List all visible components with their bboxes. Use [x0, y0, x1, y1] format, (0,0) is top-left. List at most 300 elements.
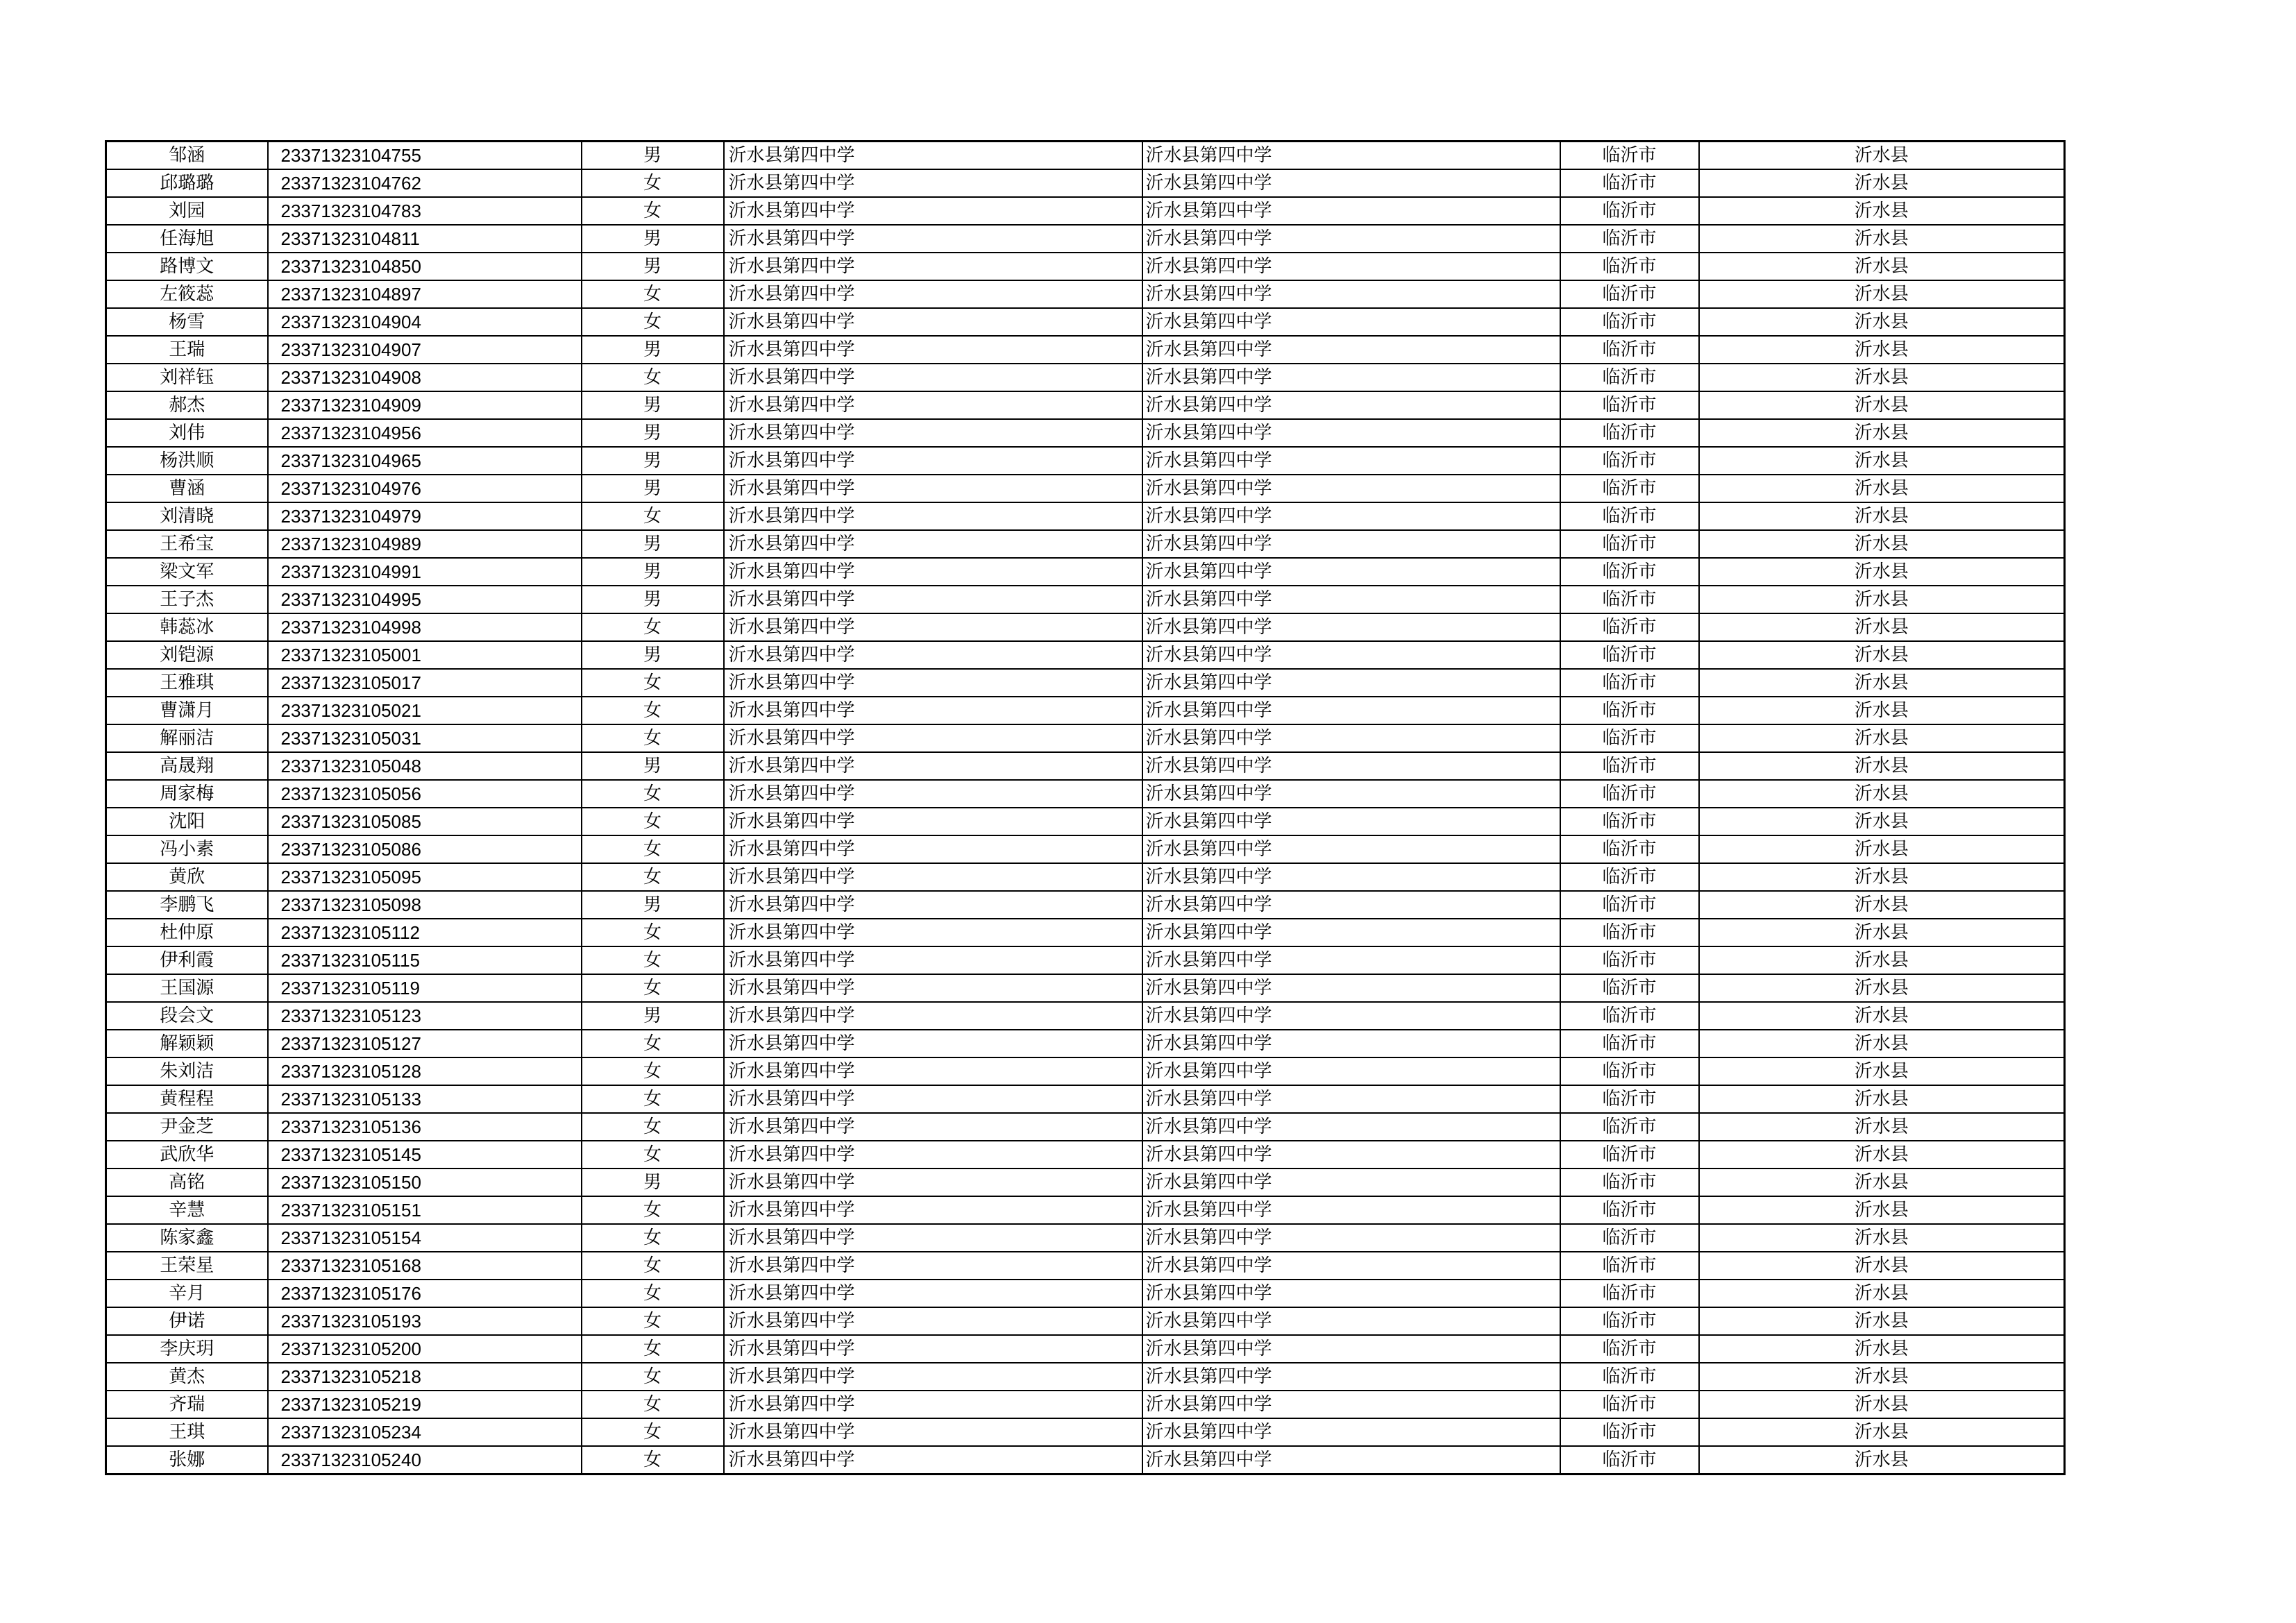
city-cell: 临沂市	[1560, 1141, 1699, 1169]
table-row	[106, 225, 2065, 253]
gender-cell: 男	[582, 1002, 724, 1030]
county-cell: 沂水县	[1699, 1280, 2065, 1307]
exam-site-cell: 沂水县第四中学	[1142, 530, 1560, 558]
gender-cell: 女	[582, 946, 724, 974]
county-cell: 沂水县	[1699, 919, 2065, 946]
student-name-cell: 王荣星	[106, 1252, 268, 1280]
city-cell: 临沂市	[1560, 169, 1699, 197]
exam-site-cell: 沂水县第四中学	[1142, 1085, 1560, 1113]
gender-cell: 男	[582, 586, 724, 613]
student-name-cell: 黄欣	[106, 863, 268, 891]
student-name-cell: 王子杰	[106, 586, 268, 613]
city-cell: 临沂市	[1560, 1418, 1699, 1446]
exam-site-cell: 沂水县第四中学	[1142, 336, 1560, 364]
table-row	[106, 253, 2065, 280]
student-name-cell: 王琪	[106, 1418, 268, 1446]
student-name-cell: 梁文军	[106, 558, 268, 586]
gender-cell: 女	[582, 169, 724, 197]
exam-number-cell: 23371323104897	[268, 280, 582, 308]
county-cell: 沂水县	[1699, 419, 2065, 447]
exam-site-cell: 沂水县第四中学	[1142, 1335, 1560, 1363]
student-name-cell: 黄程程	[106, 1085, 268, 1113]
gender-cell: 女	[582, 974, 724, 1002]
exam-number-cell: 23371323105176	[268, 1280, 582, 1307]
table-row	[106, 1030, 2065, 1057]
school-cell: 沂水县第四中学	[724, 724, 1142, 752]
student-name-cell: 伊利霞	[106, 946, 268, 974]
table-row	[106, 724, 2065, 752]
city-cell: 临沂市	[1560, 1307, 1699, 1335]
school-cell: 沂水县第四中学	[724, 1252, 1142, 1280]
gender-cell: 女	[582, 364, 724, 391]
gender-cell: 女	[582, 1446, 724, 1475]
county-cell: 沂水县	[1699, 724, 2065, 752]
exam-site-cell: 沂水县第四中学	[1142, 197, 1560, 225]
table-row	[106, 280, 2065, 308]
exam-site-cell: 沂水县第四中学	[1142, 1391, 1560, 1418]
exam-site-cell: 沂水县第四中学	[1142, 502, 1560, 530]
exam-site-cell: 沂水县第四中学	[1142, 808, 1560, 835]
city-cell: 临沂市	[1560, 419, 1699, 447]
city-cell: 临沂市	[1560, 1280, 1699, 1307]
school-cell: 沂水县第四中学	[724, 419, 1142, 447]
city-cell: 临沂市	[1560, 1363, 1699, 1391]
gender-cell: 男	[582, 475, 724, 502]
gender-cell: 女	[582, 1196, 724, 1224]
city-cell: 临沂市	[1560, 946, 1699, 974]
table-row	[106, 391, 2065, 419]
school-cell: 沂水县第四中学	[724, 1085, 1142, 1113]
city-cell: 临沂市	[1560, 280, 1699, 308]
county-cell: 沂水县	[1699, 364, 2065, 391]
school-cell: 沂水县第四中学	[724, 1418, 1142, 1446]
city-cell: 临沂市	[1560, 225, 1699, 253]
exam-site-cell: 沂水县第四中学	[1142, 863, 1560, 891]
city-cell: 临沂市	[1560, 1085, 1699, 1113]
table-row	[106, 364, 2065, 391]
exam-site-cell: 沂水县第四中学	[1142, 613, 1560, 641]
city-cell: 临沂市	[1560, 1113, 1699, 1141]
exam-number-cell: 23371323105168	[268, 1252, 582, 1280]
exam-site-cell: 沂水县第四中学	[1142, 780, 1560, 808]
exam-site-cell: 沂水县第四中学	[1142, 1363, 1560, 1391]
school-cell: 沂水县第四中学	[724, 1446, 1142, 1475]
county-cell: 沂水县	[1699, 1418, 2065, 1446]
county-cell: 沂水县	[1699, 697, 2065, 724]
exam-site-cell: 沂水县第四中学	[1142, 1057, 1560, 1085]
exam-site-cell: 沂水县第四中学	[1142, 919, 1560, 946]
student-name-cell: 张娜	[106, 1446, 268, 1475]
exam-number-cell: 23371323105240	[268, 1446, 582, 1475]
exam-number-cell: 23371323105021	[268, 697, 582, 724]
exam-number-cell: 23371323105048	[268, 752, 582, 780]
exam-number-cell: 23371323105234	[268, 1418, 582, 1446]
county-cell: 沂水县	[1699, 1057, 2065, 1085]
student-name-cell: 陈家鑫	[106, 1224, 268, 1252]
county-cell: 沂水县	[1699, 669, 2065, 697]
exam-site-cell: 沂水县第四中学	[1142, 1196, 1560, 1224]
county-cell: 沂水县	[1699, 558, 2065, 586]
table-row	[106, 530, 2065, 558]
table-row	[106, 835, 2065, 863]
county-cell: 沂水县	[1699, 1363, 2065, 1391]
gender-cell: 男	[582, 225, 724, 253]
exam-number-cell: 23371323104904	[268, 308, 582, 336]
exam-number-cell: 23371323105145	[268, 1141, 582, 1169]
exam-number-cell: 23371323105219	[268, 1391, 582, 1418]
gender-cell: 女	[582, 1057, 724, 1085]
gender-cell: 女	[582, 835, 724, 863]
gender-cell: 女	[582, 1252, 724, 1280]
gender-cell: 女	[582, 197, 724, 225]
table-row	[106, 1252, 2065, 1280]
county-cell: 沂水县	[1699, 308, 2065, 336]
exam-number-cell: 23371323105115	[268, 946, 582, 974]
exam-site-cell: 沂水县第四中学	[1142, 1113, 1560, 1141]
city-cell: 临沂市	[1560, 724, 1699, 752]
student-name-cell: 解丽洁	[106, 724, 268, 752]
gender-cell: 男	[582, 1169, 724, 1196]
student-name-cell: 王国源	[106, 974, 268, 1002]
student-name-cell: 郝杰	[106, 391, 268, 419]
city-cell: 临沂市	[1560, 1391, 1699, 1418]
city-cell: 临沂市	[1560, 336, 1699, 364]
county-cell: 沂水县	[1699, 863, 2065, 891]
exam-number-cell: 23371323105001	[268, 641, 582, 669]
exam-site-cell: 沂水县第四中学	[1142, 225, 1560, 253]
school-cell: 沂水县第四中学	[724, 1113, 1142, 1141]
exam-number-cell: 23371323104811	[268, 225, 582, 253]
school-cell: 沂水县第四中学	[724, 641, 1142, 669]
school-cell: 沂水县第四中学	[724, 835, 1142, 863]
exam-site-cell: 沂水县第四中学	[1142, 364, 1560, 391]
city-cell: 临沂市	[1560, 1196, 1699, 1224]
county-cell: 沂水县	[1699, 752, 2065, 780]
table-row	[106, 863, 2065, 891]
school-cell: 沂水县第四中学	[724, 558, 1142, 586]
table-row	[106, 447, 2065, 475]
student-name-cell: 辛月	[106, 1280, 268, 1307]
exam-site-cell: 沂水县第四中学	[1142, 835, 1560, 863]
school-cell: 沂水县第四中学	[724, 308, 1142, 336]
gender-cell: 男	[582, 752, 724, 780]
exam-number-cell: 23371323105154	[268, 1224, 582, 1252]
county-cell: 沂水县	[1699, 1307, 2065, 1335]
exam-number-cell: 23371323104907	[268, 336, 582, 364]
exam-number-cell: 23371323105085	[268, 808, 582, 835]
table-row	[106, 419, 2065, 447]
school-cell: 沂水县第四中学	[724, 1335, 1142, 1363]
school-cell: 沂水县第四中学	[724, 1280, 1142, 1307]
exam-site-cell: 沂水县第四中学	[1142, 641, 1560, 669]
county-cell: 沂水县	[1699, 447, 2065, 475]
table-row	[106, 1057, 2065, 1085]
table-row	[106, 558, 2065, 586]
county-cell: 沂水县	[1699, 1224, 2065, 1252]
exam-number-cell: 23371323104908	[268, 364, 582, 391]
city-cell: 临沂市	[1560, 697, 1699, 724]
exam-number-cell: 23371323105095	[268, 863, 582, 891]
school-cell: 沂水县第四中学	[724, 1030, 1142, 1057]
gender-cell: 女	[582, 1141, 724, 1169]
student-name-cell: 尹金芝	[106, 1113, 268, 1141]
table-row	[106, 1307, 2065, 1335]
gender-cell: 女	[582, 1418, 724, 1446]
student-name-cell: 左筱蕊	[106, 280, 268, 308]
student-name-cell: 李庆玥	[106, 1335, 268, 1363]
exam-number-cell: 23371323104762	[268, 169, 582, 197]
city-cell: 临沂市	[1560, 752, 1699, 780]
student-name-cell: 邹涵	[106, 142, 268, 170]
city-cell: 临沂市	[1560, 142, 1699, 170]
city-cell: 临沂市	[1560, 364, 1699, 391]
gender-cell: 女	[582, 1363, 724, 1391]
gender-cell: 女	[582, 280, 724, 308]
school-cell: 沂水县第四中学	[724, 364, 1142, 391]
school-cell: 沂水县第四中学	[724, 336, 1142, 364]
table-row	[106, 1085, 2065, 1113]
school-cell: 沂水县第四中学	[724, 752, 1142, 780]
exam-site-cell: 沂水县第四中学	[1142, 1030, 1560, 1057]
table-row	[106, 1113, 2065, 1141]
city-cell: 临沂市	[1560, 808, 1699, 835]
city-cell: 临沂市	[1560, 475, 1699, 502]
exam-number-cell: 23371323105193	[268, 1307, 582, 1335]
school-cell: 沂水县第四中学	[724, 974, 1142, 1002]
exam-site-cell: 沂水县第四中学	[1142, 169, 1560, 197]
city-cell: 临沂市	[1560, 974, 1699, 1002]
exam-number-cell: 23371323104965	[268, 447, 582, 475]
county-cell: 沂水县	[1699, 1030, 2065, 1057]
gender-cell: 男	[582, 558, 724, 586]
student-name-cell: 高晟翔	[106, 752, 268, 780]
table-row	[106, 641, 2065, 669]
county-cell: 沂水县	[1699, 586, 2065, 613]
city-cell: 临沂市	[1560, 780, 1699, 808]
county-cell: 沂水县	[1699, 1113, 2065, 1141]
student-name-cell: 王雅琪	[106, 669, 268, 697]
student-name-cell: 曹潇月	[106, 697, 268, 724]
exam-number-cell: 23371323105017	[268, 669, 582, 697]
student-name-cell: 曹涵	[106, 475, 268, 502]
county-cell: 沂水县	[1699, 280, 2065, 308]
exam-site-cell: 沂水县第四中学	[1142, 1307, 1560, 1335]
school-cell: 沂水县第四中学	[724, 946, 1142, 974]
student-name-cell: 齐瑞	[106, 1391, 268, 1418]
county-cell: 沂水县	[1699, 946, 2065, 974]
school-cell: 沂水县第四中学	[724, 447, 1142, 475]
gender-cell: 女	[582, 724, 724, 752]
school-cell: 沂水县第四中学	[724, 613, 1142, 641]
exam-number-cell: 23371323104979	[268, 502, 582, 530]
gender-cell: 女	[582, 1113, 724, 1141]
table-row	[106, 1418, 2065, 1446]
table-row	[106, 752, 2065, 780]
city-cell: 临沂市	[1560, 835, 1699, 863]
county-cell: 沂水县	[1699, 1002, 2065, 1030]
city-cell: 临沂市	[1560, 502, 1699, 530]
student-name-cell: 刘伟	[106, 419, 268, 447]
exam-number-cell: 23371323104956	[268, 419, 582, 447]
school-cell: 沂水县第四中学	[724, 502, 1142, 530]
county-cell: 沂水县	[1699, 502, 2065, 530]
student-name-cell: 李鹏飞	[106, 891, 268, 919]
table-row	[106, 1363, 2065, 1391]
table-row	[106, 1280, 2065, 1307]
gender-cell: 男	[582, 142, 724, 170]
table-row	[106, 308, 2065, 336]
exam-number-cell: 23371323105112	[268, 919, 582, 946]
exam-number-cell: 23371323104976	[268, 475, 582, 502]
student-name-cell: 邱璐璐	[106, 169, 268, 197]
table-row	[106, 1002, 2065, 1030]
gender-cell: 女	[582, 919, 724, 946]
county-cell: 沂水县	[1699, 1169, 2065, 1196]
school-cell: 沂水县第四中学	[724, 891, 1142, 919]
exam-site-cell: 沂水县第四中学	[1142, 586, 1560, 613]
gender-cell: 女	[582, 1307, 724, 1335]
exam-number-cell: 23371323105200	[268, 1335, 582, 1363]
school-cell: 沂水县第四中学	[724, 530, 1142, 558]
city-cell: 临沂市	[1560, 1002, 1699, 1030]
exam-site-cell: 沂水县第四中学	[1142, 391, 1560, 419]
exam-number-cell: 23371323105136	[268, 1113, 582, 1141]
student-name-cell: 武欣华	[106, 1141, 268, 1169]
student-name-cell: 沈阳	[106, 808, 268, 835]
county-cell: 沂水县	[1699, 808, 2065, 835]
student-name-cell: 黄杰	[106, 1363, 268, 1391]
county-cell: 沂水县	[1699, 1335, 2065, 1363]
city-cell: 临沂市	[1560, 863, 1699, 891]
county-cell: 沂水县	[1699, 253, 2065, 280]
student-name-cell: 刘清晓	[106, 502, 268, 530]
gender-cell: 女	[582, 1391, 724, 1418]
exam-site-cell: 沂水县第四中学	[1142, 752, 1560, 780]
table-row	[106, 891, 2065, 919]
gender-cell: 女	[582, 1085, 724, 1113]
county-cell: 沂水县	[1699, 613, 2065, 641]
exam-site-cell: 沂水县第四中学	[1142, 1224, 1560, 1252]
table-row	[106, 780, 2065, 808]
exam-site-cell: 沂水县第四中学	[1142, 1141, 1560, 1169]
city-cell: 临沂市	[1560, 919, 1699, 946]
county-cell: 沂水县	[1699, 336, 2065, 364]
student-name-cell: 杨洪顺	[106, 447, 268, 475]
school-cell: 沂水县第四中学	[724, 1224, 1142, 1252]
student-name-cell: 任海旭	[106, 225, 268, 253]
county-cell: 沂水县	[1699, 1391, 2065, 1418]
gender-cell: 女	[582, 780, 724, 808]
table-row	[106, 1446, 2065, 1475]
school-cell: 沂水县第四中学	[724, 197, 1142, 225]
gender-cell: 女	[582, 613, 724, 641]
city-cell: 临沂市	[1560, 669, 1699, 697]
school-cell: 沂水县第四中学	[724, 475, 1142, 502]
school-cell: 沂水县第四中学	[724, 808, 1142, 835]
table-row	[106, 169, 2065, 197]
student-name-cell: 杨雪	[106, 308, 268, 336]
school-cell: 沂水县第四中学	[724, 225, 1142, 253]
exam-number-cell: 23371323105098	[268, 891, 582, 919]
exam-site-cell: 沂水县第四中学	[1142, 142, 1560, 170]
gender-cell: 女	[582, 308, 724, 336]
exam-site-cell: 沂水县第四中学	[1142, 558, 1560, 586]
exam-number-cell: 23371323105128	[268, 1057, 582, 1085]
gender-cell: 男	[582, 530, 724, 558]
gender-cell: 女	[582, 1280, 724, 1307]
exam-site-cell: 沂水县第四中学	[1142, 1002, 1560, 1030]
county-cell: 沂水县	[1699, 835, 2065, 863]
exam-site-cell: 沂水县第四中学	[1142, 669, 1560, 697]
student-name-cell: 冯小素	[106, 835, 268, 863]
student-name-cell: 周家梅	[106, 780, 268, 808]
county-cell: 沂水县	[1699, 1085, 2065, 1113]
city-cell: 临沂市	[1560, 197, 1699, 225]
student-name-cell: 杜仲原	[106, 919, 268, 946]
city-cell: 临沂市	[1560, 641, 1699, 669]
exam-site-cell: 沂水县第四中学	[1142, 308, 1560, 336]
exam-number-cell: 23371323104998	[268, 613, 582, 641]
exam-number-cell: 23371323104909	[268, 391, 582, 419]
table-row	[106, 197, 2065, 225]
student-name-cell: 高铭	[106, 1169, 268, 1196]
school-cell: 沂水县第四中学	[724, 169, 1142, 197]
exam-number-cell: 23371323105119	[268, 974, 582, 1002]
gender-cell: 女	[582, 697, 724, 724]
school-cell: 沂水县第四中学	[724, 253, 1142, 280]
city-cell: 临沂市	[1560, 253, 1699, 280]
table-row	[106, 502, 2065, 530]
city-cell: 临沂市	[1560, 558, 1699, 586]
school-cell: 沂水县第四中学	[724, 863, 1142, 891]
city-cell: 临沂市	[1560, 891, 1699, 919]
city-cell: 临沂市	[1560, 1252, 1699, 1280]
city-cell: 临沂市	[1560, 391, 1699, 419]
exam-number-cell: 23371323104783	[268, 197, 582, 225]
county-cell: 沂水县	[1699, 641, 2065, 669]
exam-site-cell: 沂水县第四中学	[1142, 1418, 1560, 1446]
gender-cell: 男	[582, 447, 724, 475]
school-cell: 沂水县第四中学	[724, 1169, 1142, 1196]
school-cell: 沂水县第四中学	[724, 586, 1142, 613]
exam-number-cell: 23371323104850	[268, 253, 582, 280]
school-cell: 沂水县第四中学	[724, 391, 1142, 419]
table-row	[106, 669, 2065, 697]
exam-site-cell: 沂水县第四中学	[1142, 1446, 1560, 1475]
exam-site-cell: 沂水县第四中学	[1142, 280, 1560, 308]
gender-cell: 女	[582, 502, 724, 530]
table-row	[106, 1169, 2065, 1196]
gender-cell: 女	[582, 669, 724, 697]
gender-cell: 女	[582, 1030, 724, 1057]
school-cell: 沂水县第四中学	[724, 919, 1142, 946]
school-cell: 沂水县第四中学	[724, 1363, 1142, 1391]
exam-site-cell: 沂水县第四中学	[1142, 697, 1560, 724]
student-name-cell: 刘园	[106, 197, 268, 225]
table-row	[106, 697, 2065, 724]
table-row	[106, 475, 2065, 502]
table-row	[106, 919, 2065, 946]
exam-number-cell: 23371323104989	[268, 530, 582, 558]
exam-site-cell: 沂水县第四中学	[1142, 475, 1560, 502]
city-cell: 临沂市	[1560, 1335, 1699, 1363]
student-name-cell: 刘铠源	[106, 641, 268, 669]
city-cell: 临沂市	[1560, 308, 1699, 336]
exam-site-cell: 沂水县第四中学	[1142, 946, 1560, 974]
table-row	[106, 946, 2065, 974]
county-cell: 沂水县	[1699, 891, 2065, 919]
table-row	[106, 1335, 2065, 1363]
